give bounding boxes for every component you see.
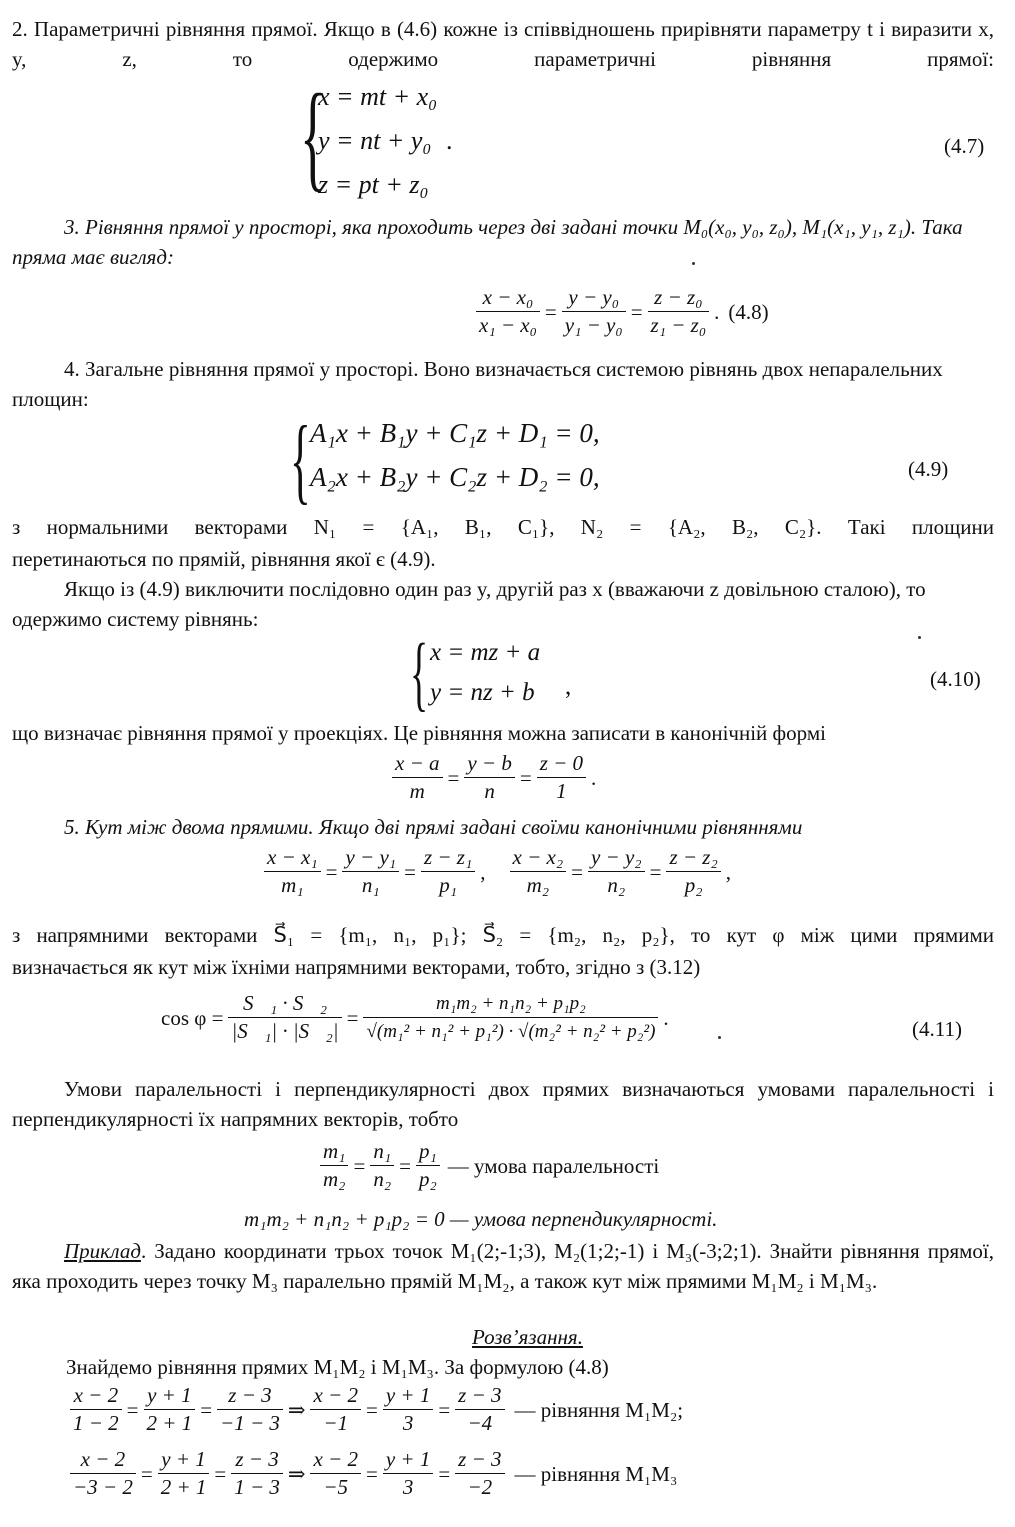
paragraph-parametric bbox=[12, 14, 994, 74]
eq-4-8-tail: . bbox=[714, 299, 720, 324]
fraction-numerator: x − 2 bbox=[310, 1382, 361, 1410]
fraction-denominator: 1 bbox=[556, 779, 567, 803]
fraction-denominator: y₁ − y₀ bbox=[564, 313, 623, 337]
eq-4-10-tail: , bbox=[565, 673, 572, 700]
fraction-numerator: z − 3 bbox=[231, 1446, 283, 1474]
fraction-numerator: p₁ bbox=[416, 1138, 440, 1166]
fraction-numerator: n₁ bbox=[370, 1138, 394, 1166]
fraction-numerator: z − 3 bbox=[455, 1382, 504, 1410]
paragraph-two-points bbox=[12, 212, 994, 272]
fraction-denominator: 1 − 3 bbox=[234, 1475, 280, 1499]
eq-4-9-line-2: A₂x + B₂y + C₂z + D₂ = 0, bbox=[310, 462, 600, 492]
fraction-numerator: z − 3 bbox=[455, 1446, 504, 1474]
paragraph-projections-text: що визначає рівняння прямої у проекціях. Це рівняння можна записати в канонічній формі bbox=[12, 721, 826, 745]
eq-4-7-line-2: y = nt + y₀ bbox=[318, 126, 432, 155]
paragraph-conditions bbox=[12, 1074, 994, 1134]
eq-4-11-tail: . bbox=[663, 1005, 669, 1030]
fraction-numerator: y − y₁ bbox=[342, 844, 399, 872]
eq-4-10-line-2: y = nz + b bbox=[430, 679, 535, 706]
eq-4-9-line-1: A₁x + B₁y + C₁z + D₁ = 0, bbox=[310, 418, 600, 448]
left-brace: { bbox=[290, 406, 311, 513]
paragraph-direction-line-2 bbox=[12, 952, 994, 982]
parallel-condition-note: — умова паралельності bbox=[447, 1153, 660, 1178]
paragraph-exclude-text: Якщо із (4.9) виключити послідовно один раз y, другій раз x (вважаючи z довільною сталою), то одержимо систему рівнянь: bbox=[12, 577, 926, 631]
perpendicular-expression: m₁m₂ + n₁n₂ + p₁p₂ = 0 bbox=[244, 1207, 445, 1231]
paragraph-two-points-text: 3. Рівняння прямої у просторі, яка проходить через дві задані точки M₀(x₀, y₀, z₀), M₁(x₁, y₁, z₁). Така пряма має вигляд: bbox=[12, 215, 963, 269]
paragraph-general-text: 4. Загальне рівняння прямої у просторі. Воно визначається системою рівнянь двох непаралельних площин: bbox=[12, 357, 943, 411]
equation-canonical: $\frac{x - a}{m}$ = $\frac{y - b}{n}$ = $\frac{z - 0}{1}$ . bbox=[390, 750, 599, 805]
separator-comma: , bbox=[480, 859, 486, 884]
equation-number-4-10: (4.10) bbox=[930, 667, 981, 691]
equation-perpendicular bbox=[244, 1204, 717, 1234]
fraction-denominator: −5 bbox=[323, 1475, 349, 1499]
fraction-denominator: n₁ bbox=[361, 873, 380, 897]
fraction-denominator: 2 + 1 bbox=[146, 1411, 193, 1435]
fraction-denominator: 2 + 1 bbox=[160, 1475, 207, 1499]
perpendicular-condition-note: — умова перпендикулярності. bbox=[449, 1207, 718, 1231]
fraction-denominator: n₂ bbox=[607, 873, 626, 897]
fraction-numerator: y − y₀ bbox=[562, 284, 626, 312]
paragraph-normals-text-1: з нормальними векторами N₁ = {A₁, B₁, C₁}, N₂ = {A₂, B₂, C₂}. Такі площини bbox=[12, 515, 994, 539]
solution-intro-text: Знайдемо рівняння прямих M₁M₂ і M₁M₃. За формулою (4.8) bbox=[66, 1355, 609, 1379]
fraction-numerator: z − z₁ bbox=[421, 844, 475, 872]
fraction-numerator: m₁ bbox=[320, 1138, 348, 1166]
fraction-numerator: S⃗₁ · S⃗₂ bbox=[228, 990, 341, 1018]
paragraph-solution-intro bbox=[66, 1352, 966, 1382]
equation-two-lines: $\frac{\text{x − x₁}}{\text{m₁}}$ = $\frac{\text{y − y₁}}{\text{n₁}}$ = $\frac{\text{z − z₁}}{\text{p₁}}$ , $\frac{\text{x − x₂}}{\text{m₂}}$ = $\frac{\text{y − y₂}}{\text{n₂}}$ = $\frac{\text{z − z₂}}{\text{p₂}}$ , bbox=[262, 844, 734, 899]
paragraph-normals-line-2 bbox=[12, 544, 994, 574]
fraction-denominator: x₁ − x₀ bbox=[479, 313, 537, 337]
fraction-denominator: −3 − 2 bbox=[73, 1475, 133, 1499]
eq-canonical-tail: . bbox=[591, 765, 597, 790]
fraction-numerator: x − x₀ bbox=[476, 284, 540, 312]
fraction-denominator: m₁ bbox=[281, 873, 304, 897]
implies-arrow: ⇒ bbox=[287, 1461, 306, 1486]
fraction-numerator: x − 2 bbox=[70, 1382, 122, 1410]
fraction-numerator: x − x₁ bbox=[264, 844, 321, 872]
eq-4-7-line-1: x = mt + x₀ bbox=[318, 82, 438, 111]
scan-speck bbox=[692, 262, 695, 265]
fraction-denominator: |S⃗₁| · |S⃗₂| bbox=[231, 1019, 339, 1043]
equation-m1m3: $\frac{x - 2}{-3 - 2}$ = $\frac{y + 1}{2 + 1}$ = $\frac{z - 3}{1 - 3}$ ⇒ $\frac{x - 2}{-5}$ = $\frac{y + 1}{3}$ = $\frac{z - 3}{-2}$ — рівняння M₁M₃ bbox=[68, 1446, 680, 1501]
example-label: Приклад bbox=[64, 1239, 141, 1263]
left-brace: { bbox=[300, 69, 326, 202]
paragraph-conditions-text: Умови паралельності і перпендикулярності двох прямих визначаються умовами паралельності і перпендикулярності їх напрямних векторів, тобто bbox=[12, 1077, 994, 1131]
fraction-numerator: x − x₂ bbox=[510, 844, 567, 872]
paragraph-angle bbox=[12, 812, 994, 842]
fraction-denominator: z₁ − z₀ bbox=[650, 313, 707, 337]
paragraph-exclude bbox=[12, 574, 994, 634]
fraction-numerator: m₁m₂ + n₁n₂ + p₁p₂ bbox=[363, 990, 658, 1018]
eq-4-7-line-3: z = pt + z₀ bbox=[318, 170, 429, 199]
left-brace: { bbox=[410, 627, 429, 720]
fraction-denominator: m₂ bbox=[526, 873, 550, 897]
fraction-numerator: y + 1 bbox=[144, 1382, 196, 1410]
fraction-numerator: y + 1 bbox=[158, 1446, 210, 1474]
paragraph-example bbox=[12, 1236, 994, 1296]
fraction-numerator: y − b bbox=[464, 750, 515, 778]
fraction-denominator: −2 bbox=[467, 1475, 493, 1499]
paragraph-normals-text-2: перетинаються по прямій, рівняння якої є (4.9). bbox=[12, 547, 436, 571]
scan-speck bbox=[718, 1036, 721, 1039]
eq-4-10-line-1: x = mz + a bbox=[430, 639, 541, 666]
equation-number-4-8: (4.8) bbox=[728, 299, 769, 324]
eq-4-11-lhs: cos φ = bbox=[161, 1005, 224, 1030]
solution-title: Розв’язання. bbox=[472, 1325, 583, 1349]
fraction-numerator: x − 2 bbox=[310, 1446, 361, 1474]
fraction-denominator: 3 bbox=[402, 1411, 414, 1435]
fraction-numerator: x − 2 bbox=[70, 1446, 136, 1474]
fraction-denominator: 3 bbox=[402, 1475, 414, 1499]
implies-arrow: ⇒ bbox=[287, 1397, 306, 1422]
paragraph-general bbox=[12, 354, 994, 414]
fraction-denominator: p₂ bbox=[418, 1167, 437, 1191]
m1m2-note: — рівняння M₁M₂; bbox=[514, 1397, 684, 1422]
fraction-denominator: m₂ bbox=[323, 1167, 346, 1191]
fraction-denominator: −4 bbox=[467, 1411, 493, 1435]
fraction-denominator: −1 − 3 bbox=[220, 1411, 280, 1435]
equation-number-4-11: (4.11) bbox=[912, 1017, 962, 1041]
paragraph-direction-text-1: з напрямними векторами S⃗₁ = {m₁, n₁, p₁}; S⃗₂ = {m₂, n₂, p₂}, то кут φ між цими прямими bbox=[12, 923, 994, 947]
equation-m1m2: $\frac{x - 2}{1 - 2}$ = $\frac{y + 1}{2 + 1}$ = $\frac{z - 3}{-1 - 3}$ ⇒ $\frac{x - 2}{-1}$ = $\frac{y + 1}{3}$ = $\frac{z - 3}{-4}$ — рівняння M₁M₂; bbox=[68, 1382, 686, 1437]
scan-speck bbox=[918, 636, 921, 639]
paragraph-direction-text-2: визначається як кут між їхніми напрямними векторами, тобто, згідно з (3.12) bbox=[12, 955, 701, 979]
fraction-numerator: z − z₀ bbox=[648, 284, 710, 312]
example-text: . Задано координати трьох точок M₁(2;-1;3), M₂(1;2;-1) і M₃(-3;2;1). Знайти рівняння прямої, яка проходить через точку M₃ паралельно прямій M₁M₂, а також кут між прямими M₁M₂ і M₁M₃. bbox=[12, 1239, 994, 1293]
equation-4-11: cos φ = $\frac{\text{S⃗₁ · S⃗₂}}{\text{|S⃗₁| · |S⃗₂|}}$ = $\frac{\text{m₁m₂ + n₁n₂ + p₁p₂}}{\text{√(m₁² + n₁² + p₁²) · √(m₂² + n₂² + p₂²)}}$ . bbox=[161, 991, 669, 1043]
paragraph-projections bbox=[12, 718, 994, 748]
eq-4-7-tail: . bbox=[446, 126, 453, 155]
fraction-numerator: x − a bbox=[392, 750, 443, 778]
fraction-denominator: p₁ bbox=[439, 873, 457, 897]
fraction-denominator: n bbox=[484, 779, 495, 803]
fraction-numerator: z − 0 bbox=[537, 750, 586, 778]
equation-parallel: $\frac{\text{m₁}}{\text{m₂}}$ = $\frac{\text{n₁}}{\text{n₂}}$ = $\frac{\text{p₁}}{\text{p₂}}$ — умова паралельності bbox=[318, 1138, 662, 1193]
paragraph-direction-line-1 bbox=[12, 920, 994, 950]
fraction-numerator: z − z₂ bbox=[666, 844, 720, 872]
fraction-denominator: m bbox=[409, 779, 425, 803]
equation-number-4-7: (4.7) bbox=[944, 134, 985, 158]
eq-two-lines-tail: , bbox=[725, 859, 732, 884]
fraction-denominator: 1 − 2 bbox=[73, 1411, 119, 1435]
fraction-numerator: z − 3 bbox=[217, 1382, 283, 1410]
paragraph-angle-text: 5. Кут між двома прямими. Якщо дві прямі задані своїми канонічними рівняннями bbox=[64, 815, 803, 839]
solution-title-wrap bbox=[20, 1322, 1015, 1352]
fraction-numerator: y + 1 bbox=[383, 1446, 434, 1474]
fraction-numerator: y + 1 bbox=[383, 1382, 434, 1410]
fraction-denominator: p₂ bbox=[684, 873, 703, 897]
equation-number-4-9: (4.9) bbox=[908, 457, 949, 481]
fraction-denominator: n₂ bbox=[373, 1167, 392, 1191]
fraction-denominator: −1 bbox=[323, 1411, 349, 1435]
fraction-denominator: √(m₁² + n₁² + p₁²) · √(m₂² + n₂² + p₂²) bbox=[366, 1021, 656, 1042]
equation-4-8: $\frac{\text{x − x₀}}{\text{x₁ − x₀}}$ = $\frac{\text{y − y₀}}{\text{y₁ − y₀}}$ = $\frac{\text{z − z₀}}{\text{z₁ − z₀}}$ . (4.8) bbox=[474, 284, 772, 339]
fraction-numerator: y − y₂ bbox=[588, 844, 645, 872]
paragraph-normals-line-1 bbox=[12, 512, 994, 542]
m1m3-note: — рівняння M₁M₃ bbox=[514, 1461, 678, 1486]
paragraph-parametric-text: 2. Параметричні рівняння прямої. Якщо в (4.6) кожне із співвідношень прирівняти параметру t і виразити x, y, z, то одержимо параметричні рівняння прямої: bbox=[12, 17, 994, 71]
